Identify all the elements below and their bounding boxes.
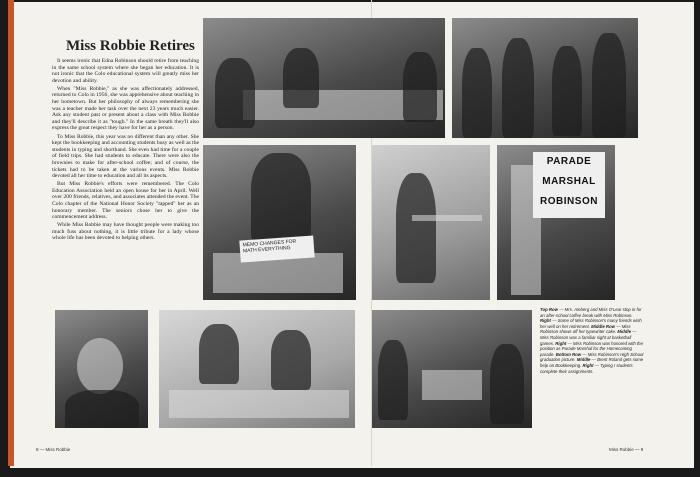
paragraph-3: To Miss Robbie, this year was no different than any other. She kept the bookkeeping and accounting students busy as well as the students in typing and shorthand. She even had time for a couple of field trips. She had students to educate. There were also the brownies to make for after-school coffee; and of course, the tickets had to be taken at the various events. Miss Robbie devoted all her time to education and all its aspects. (52, 133, 199, 180)
caption-label: Middle (617, 329, 631, 335)
article-body (52, 58, 199, 244)
photo-typewriter-cake (203, 145, 356, 300)
sign-line-3: ROBINSON (540, 196, 598, 207)
photo-graduation (55, 310, 148, 428)
photo-typing-class (372, 310, 532, 428)
paragraph-1: It seems ironic that Edna Robinson should retire from teaching in the same school system where she began her education. It is not ironic that the Colo educational system will greatly miss her devotion and ability. (52, 58, 199, 84)
caption-text: — Mrs. Amberg and Miss O'Lear stop in for an after-school coffee break with Miss Robinson. (540, 307, 642, 318)
caption-text: — Miss Robinson was honored with the position as Parade Marshal for the Homecoming parade. (540, 340, 643, 357)
paragraph-2: When "Miss Robbie," as she was affectionately addressed, returned to Colo in 1956, she was apprehensive about teaching in her hometown. But her philosophy of always remembering she was a teacher made her task over the next 23 years much easier. Ask any student past or present about a class with Miss Robbie and they'll describe it as "tough." In the same breath they'll also express the great respect they have for her as a person. (52, 85, 199, 132)
caption-text: — Miss Robinson's High School graduation picture. (540, 351, 644, 363)
parade-marshal-sign (533, 152, 605, 218)
paragraph-4: But Miss Robbie's efforts were remembered. The Colo Education Association held an open house for her in April. Well over 200 friends, relatives, and associates attended the event. The Colo chapter of the National Honor Society "tapped" her as an honorary member. The seniors chose her to give the commencement address. (52, 181, 199, 221)
photo-coffee-break (203, 18, 445, 138)
photo-caption (540, 307, 644, 374)
caption-text: — Some of Miss Robinson's many friends wish her well on her retirement. (540, 318, 642, 329)
photo-basketball-game (372, 145, 490, 300)
caption-text: — Brent Roland gets some help on Bookkeeping. (540, 357, 644, 368)
sign-line-2: MARSHAL (542, 176, 596, 187)
folio-right: Miss Robbie — 9 (609, 447, 644, 452)
page-title: Miss Robbie Retires (66, 38, 195, 54)
photo-bookkeeping-help (159, 310, 355, 428)
cake-sign: MEMO CHANGES FOR MATH EVERYTHING (239, 235, 314, 262)
caption-label: Bottom Row (555, 351, 582, 357)
folio-left: 8 — Miss Robbie (36, 447, 71, 452)
sign-line-1: PARADE (546, 156, 592, 167)
caption-label: Right (582, 362, 594, 368)
caption-label: Middle Row (591, 323, 615, 329)
caption-label: Right (555, 340, 567, 346)
caption-text: — Typing I students complete their assignments. (540, 362, 633, 374)
caption-label: Right (540, 318, 551, 324)
photo-friends-wish-well (452, 18, 638, 138)
caption-text: — Miss Robinson was a familiar sight at basketball games. (540, 329, 637, 346)
paragraph-5: While Miss Robbie may have thought people were making too much fuss about nothing, it is little tribute for a lady whose whole life has been devoted to helping others. (52, 222, 199, 242)
caption-text: — Miss Robinson shows off her typewriter cake. (540, 323, 631, 335)
caption-label: Top Row (540, 307, 558, 312)
caption-label: Middle (576, 357, 591, 363)
page-edge (8, 0, 14, 466)
